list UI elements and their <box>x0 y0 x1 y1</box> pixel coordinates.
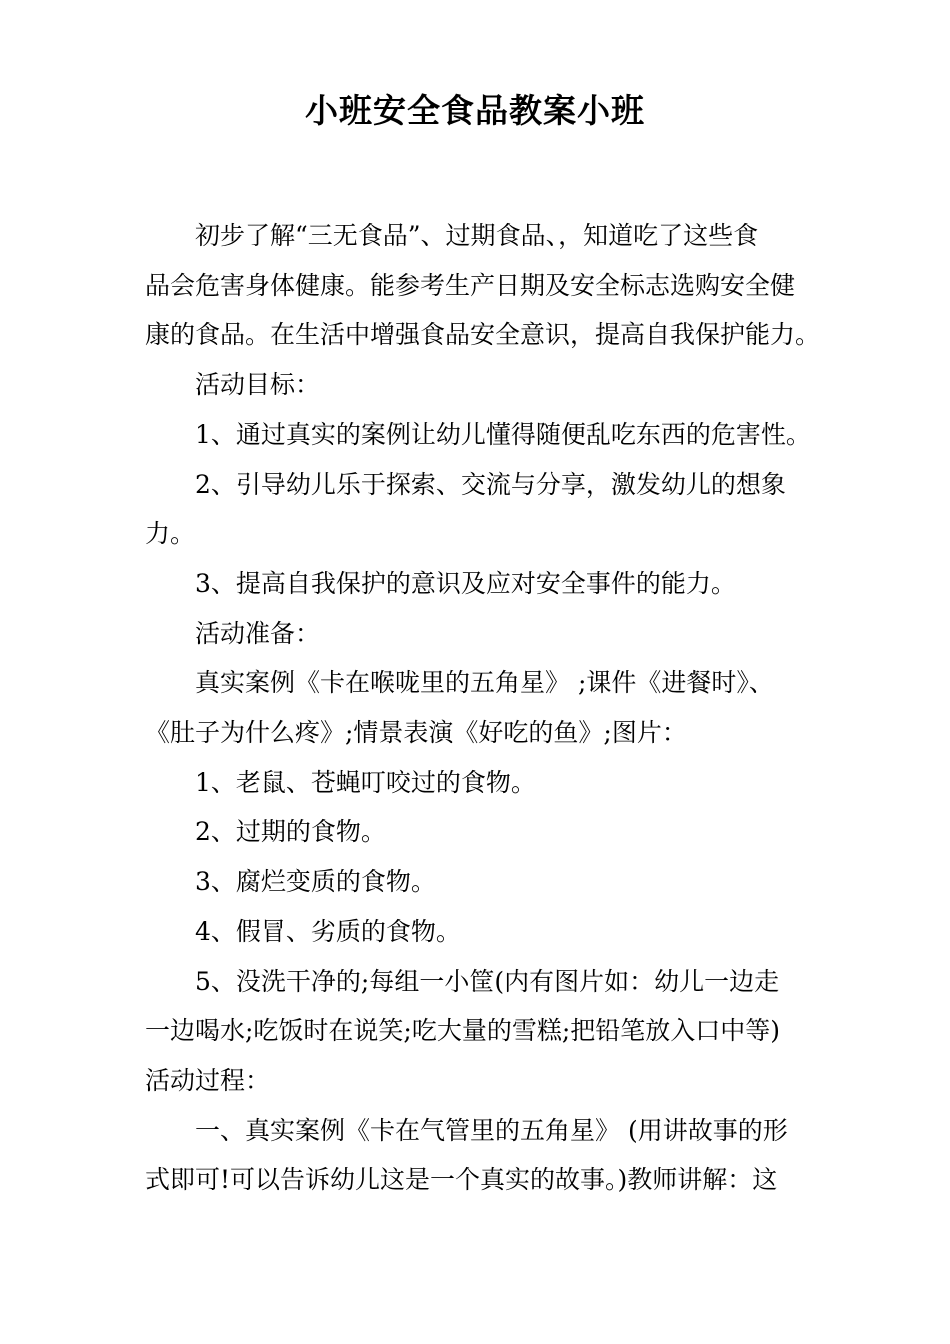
list-item: 3、提高自我保护的意识及应对安全事件的能力。 <box>195 568 736 598</box>
list-item: 5、没洗干净的;每组一小筐(内有图片如：幼儿一边走 <box>195 966 780 996</box>
list-item: 2、过期的食物。 <box>195 817 386 847</box>
list-item: 2、引导幼儿乐于探索、交流与分享，激发幼儿的想象 <box>195 469 786 499</box>
list-item: 1、通过真实的案例让幼儿懂得随便乱吃东西的危害性。 <box>195 419 811 449</box>
paragraph-line: 式即可!可以告诉幼儿这是一个真实的故事。)教师讲解：这 <box>145 1165 778 1195</box>
paragraph-line: 一、真实案例《卡在气管里的五角星》 (用讲故事的形 <box>195 1115 788 1145</box>
list-item: 4、假冒、劣质的食物。 <box>195 916 461 946</box>
paragraph-line: 康的食品。在生活中增强食品安全意识，提高自我保护能力。 <box>145 320 821 350</box>
list-item-continuation: 一边喝水;吃饭时在说笑;吃大量的雪糕;把铅笔放入口中等) <box>145 1016 781 1046</box>
section-heading: 活动准备： <box>195 618 321 648</box>
paragraph-line: 《肚子为什么疼》;情景表演《好吃的鱼》;图片： <box>145 718 687 748</box>
paragraph-line: 初步了解“三无食品”、过期食品、，知道吃了这些食 <box>195 221 759 250</box>
section-heading: 活动过程： <box>145 1065 271 1095</box>
paragraph-line: 品会危害身体健康。能参考生产日期及安全标志选购安全健 <box>145 270 796 300</box>
document-title: 小班安全食品教案小班 <box>305 91 645 130</box>
list-item: 3、腐烂变质的食物。 <box>195 867 436 897</box>
document-body <box>145 211 821 1205</box>
section-heading: 活动目标： <box>195 370 321 400</box>
list-item: 1、老鼠、苍蝇叮咬过的食物。 <box>195 767 536 797</box>
paragraph-line: 真实案例《卡在喉咙里的五角星》 ;课件《进餐时》、 <box>195 668 774 698</box>
list-item-continuation: 力。 <box>145 519 196 549</box>
